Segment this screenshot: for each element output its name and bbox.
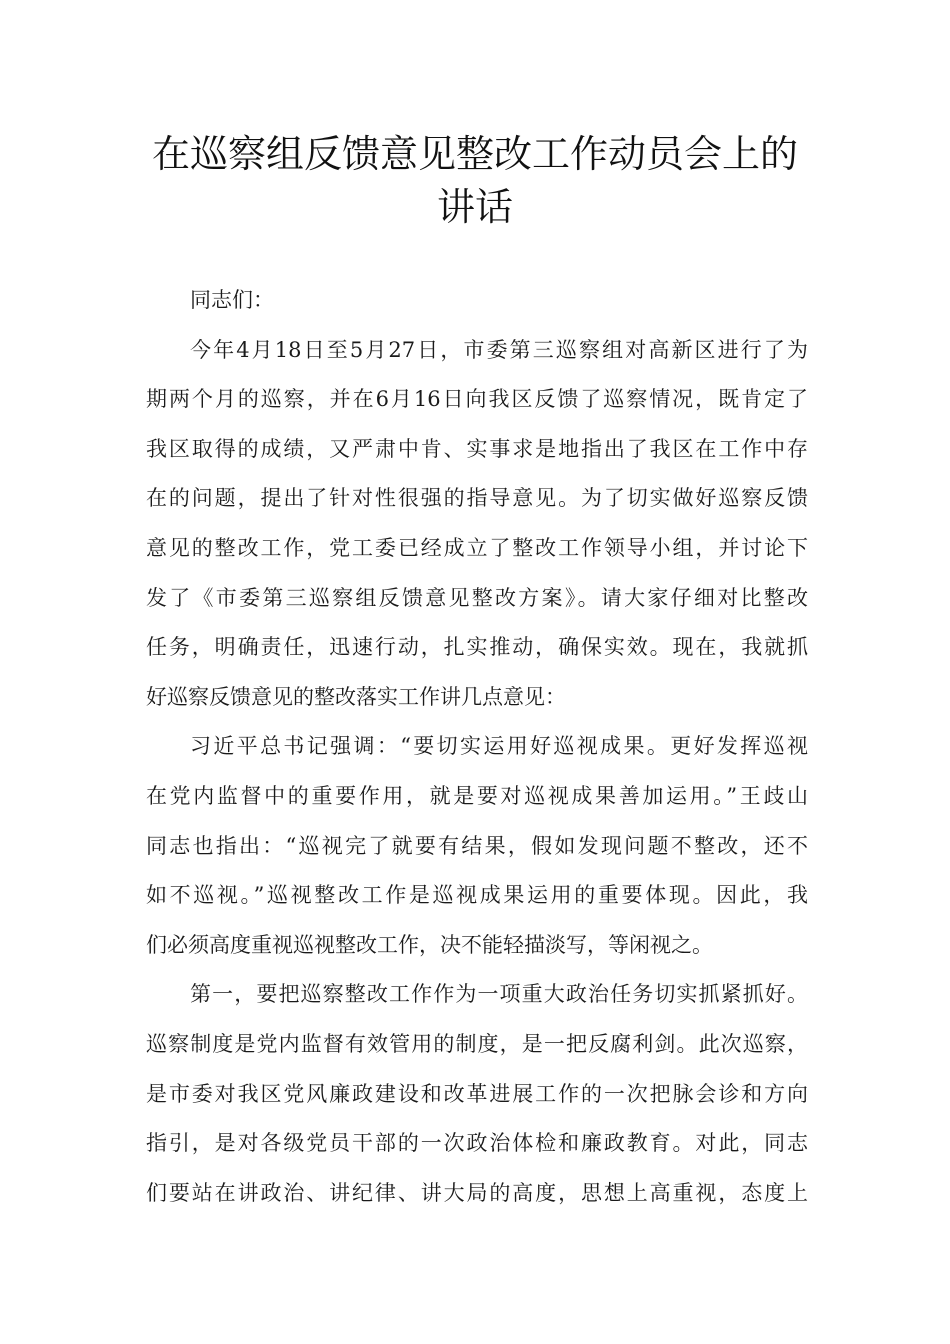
salutation: 同志们： bbox=[190, 288, 274, 312]
paragraph-line: 同志也指出：“巡视完了就要有结果，假如发现问题不整改，还不 bbox=[146, 833, 808, 858]
paragraph-line: 第一，要把巡察整改工作作为一项重大政治任务切实抓紧抓好。 bbox=[190, 982, 808, 1007]
paragraph-line: 指引，是对各级党员干部的一次政治体检和廉政教育。对此，同志 bbox=[146, 1131, 808, 1156]
paragraph-line: 今年4月18日至5月27日，市委第三巡察组对高新区进行了为 bbox=[190, 337, 808, 362]
paragraph-line: 在党内监督中的重要作用，就是要对巡视成果善加运用。”王歧山 bbox=[146, 783, 808, 808]
title-line: 讲话 bbox=[436, 185, 513, 229]
paragraph-line: 巡察制度是党内监督有效管用的制度，是一把反腐利剑。此次巡察， bbox=[146, 1031, 808, 1056]
paragraph-line: 习近平总书记强调：“要切实运用好巡视成果。更好发挥巡视 bbox=[190, 734, 808, 759]
paragraph-line: 期两个月的巡察，并在6月16日向我区反馈了巡察情况，既肯定了 bbox=[146, 387, 808, 412]
paragraph-line: 如不巡视。”巡视整改工作是巡视成果运用的重要体现。因此，我 bbox=[146, 883, 808, 908]
document-title bbox=[100, 128, 850, 234]
paragraph-line: 我区取得的成绩，又严肃中肯、实事求是地指出了我区在工作中存 bbox=[146, 436, 808, 461]
paragraph-line: 在的问题，提出了针对性很强的指导意见。为了切实做好巡察反馈 bbox=[146, 486, 808, 511]
paragraph-line: 是市委对我区党风廉政建设和改革进展工作的一次把脉会诊和方向 bbox=[146, 1081, 808, 1106]
document-body bbox=[146, 276, 808, 1218]
paragraph-line: 们要站在讲政治、讲纪律、讲大局的高度，思想上高重视，态度上 bbox=[146, 1180, 808, 1205]
paragraph-line: 好巡察反馈意见的整改落实工作讲几点意见： bbox=[146, 684, 566, 709]
title-line: 在巡察组反馈意见整改工作动员会上的 bbox=[151, 132, 798, 176]
paragraph-line: 发了《市委第三巡察组反馈意见整改方案》。请大家仔细对比整改 bbox=[146, 585, 808, 610]
paragraph-line: 任务，明确责任，迅速行动，扎实推动，确保实效。现在，我就抓 bbox=[146, 635, 808, 660]
paragraph-line: 意见的整改工作，党工委已经成立了整改工作领导小组，并讨论下 bbox=[146, 535, 808, 560]
paragraph-line: 们必须高度重视巡视整改工作，决不能轻描淡写，等闲视之。 bbox=[146, 932, 713, 957]
